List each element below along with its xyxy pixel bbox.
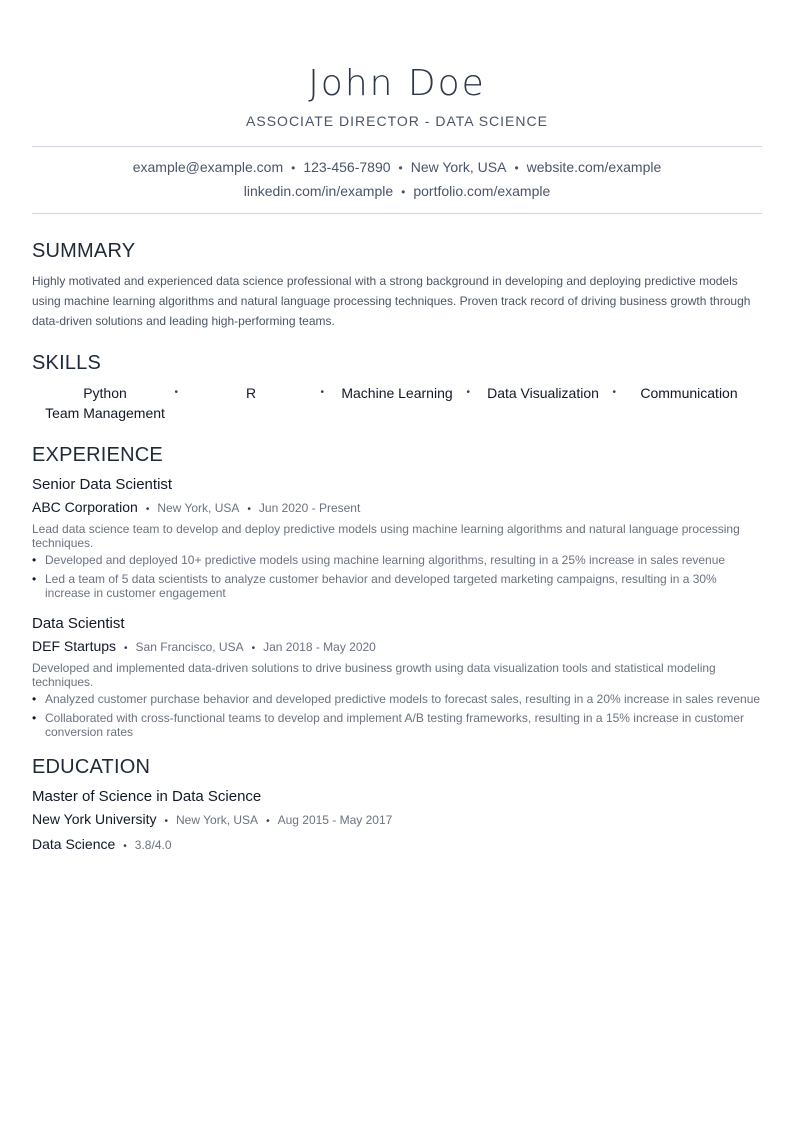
skills-list [32, 383, 762, 423]
list-item [32, 692, 762, 706]
contact-phone[interactable]: 123-456-7890 [303, 159, 391, 175]
education-location: New York, USA [176, 813, 259, 827]
contact-email[interactable]: example@example.com [132, 159, 284, 175]
job-title: Senior Data Scientist [32, 476, 173, 493]
separator-dot: • [145, 504, 150, 515]
summary-title: SUMMARY [32, 240, 136, 262]
separator-dot: • [320, 387, 324, 398]
skill-label: Communication [640, 385, 738, 401]
skill-item [32, 383, 178, 403]
separator-dot: • [612, 387, 616, 398]
separator-dot: • [123, 841, 127, 852]
job-location: San Francisco, USA [135, 640, 244, 654]
bullet-icon: • [32, 553, 37, 567]
job-dates: Jan 2018 - May 2020 [263, 640, 376, 654]
skill-item [470, 383, 616, 403]
contact-location: New York, USA [410, 159, 507, 175]
job-achievements [32, 692, 762, 739]
bullet-icon: • [32, 711, 37, 725]
education-field: Data Science [32, 836, 116, 852]
separator-dot: • [466, 387, 470, 398]
list-item [32, 572, 762, 600]
job-location: New York, USA [157, 501, 240, 515]
separator-dot: • [514, 161, 519, 175]
education-title: EDUCATION [32, 756, 151, 778]
skill-item [32, 403, 178, 423]
education-degree: Master of Science in Data Science [32, 788, 262, 805]
skills-section [32, 351, 762, 423]
skill-label: Machine Learning [341, 385, 453, 401]
job-company: DEF Startups [32, 638, 117, 654]
separator-dot: • [247, 504, 251, 515]
separator-dot: • [398, 161, 403, 175]
skills-title: SKILLS [32, 352, 102, 374]
bullet-icon: • [32, 572, 37, 586]
contact-row-1 [32, 156, 762, 180]
job-description: Lead data science team to develop and deploy predictive models using machine learning algorithms and natural language processing techniques. [32, 522, 740, 550]
achievement-text: Developed and deployed 10+ predictive models using machine learning algorithms, resulting in a 25% increase in sales revenue [45, 553, 726, 567]
contact-row-2 [32, 180, 762, 204]
education-school-line [32, 809, 762, 832]
achievement-text: Led a team of 5 data scientists to analyze customer behavior and developed targeted marketing campaigns, resulting in a 30% increase in customer engagement [45, 572, 717, 600]
separator-dot: • [291, 161, 296, 175]
list-item [32, 553, 762, 567]
skill-label: Team Management [45, 405, 165, 421]
skill-label: R [245, 385, 257, 401]
contact-linkedin[interactable]: linkedin.com/in/example [243, 183, 394, 199]
skill-item [324, 383, 470, 403]
education-dates: Aug 2015 - May 2017 [277, 813, 393, 827]
separator-dot: • [164, 816, 169, 827]
achievement-text: Analyzed customer purchase behavior and developed predictive models to forecast sales, resulting in a 20% increase in sales revenue [45, 692, 761, 706]
skill-item [178, 383, 324, 403]
separator-dot: • [124, 643, 128, 654]
contact-portfolio[interactable]: portfolio.com/example [413, 183, 551, 199]
separator-dot: • [174, 387, 178, 398]
job-company: ABC Corporation [32, 499, 138, 515]
job-meta [32, 636, 762, 659]
education-gpa: 3.8/4.0 [134, 838, 172, 852]
candidate-name: John Doe [308, 63, 486, 104]
contact-website[interactable]: website.com/example [526, 159, 662, 175]
job-description: Developed and implemented data-driven solutions to drive business growth using data visualization tools and statistical modeling techniques. [32, 661, 716, 689]
education-school: New York University [32, 811, 157, 827]
separator-dot: • [251, 643, 256, 654]
resume-header [32, 0, 762, 130]
experience-title: EXPERIENCE [32, 444, 163, 466]
separator-dot: • [401, 185, 406, 199]
contact-bar [32, 146, 762, 214]
resume-page [32, 0, 762, 857]
summary-section [32, 239, 762, 331]
separator-dot: • [266, 816, 270, 827]
skill-label: Python [83, 385, 127, 401]
job-achievements [32, 553, 762, 600]
skill-item [616, 383, 762, 403]
skill-label: Data Visualization [487, 385, 599, 401]
achievement-text: Collaborated with cross-functional teams to develop and implement A/B testing frameworks, resulting in a 15% increase in customer conversion rates [45, 711, 745, 739]
job-entry [32, 614, 762, 739]
job-entry [32, 475, 762, 600]
education-field-line [32, 834, 762, 857]
job-title: Data Scientist [32, 615, 125, 632]
candidate-role: ASSOCIATE DIRECTOR - DATA SCIENCE [246, 113, 548, 129]
summary-text: Highly motivated and experienced data science professional with a strong background in developing and deploying predictive models using machine learning algorithms and natural language processing techniques. Proven track record of driving business growth through data-driven solutions and leading high-performing teams. [32, 274, 751, 328]
bullet-icon: • [32, 692, 37, 706]
job-dates: Jun 2020 - Present [258, 501, 361, 515]
job-meta [32, 497, 762, 520]
experience-section [32, 443, 762, 739]
education-section [32, 755, 762, 857]
list-item [32, 711, 762, 739]
